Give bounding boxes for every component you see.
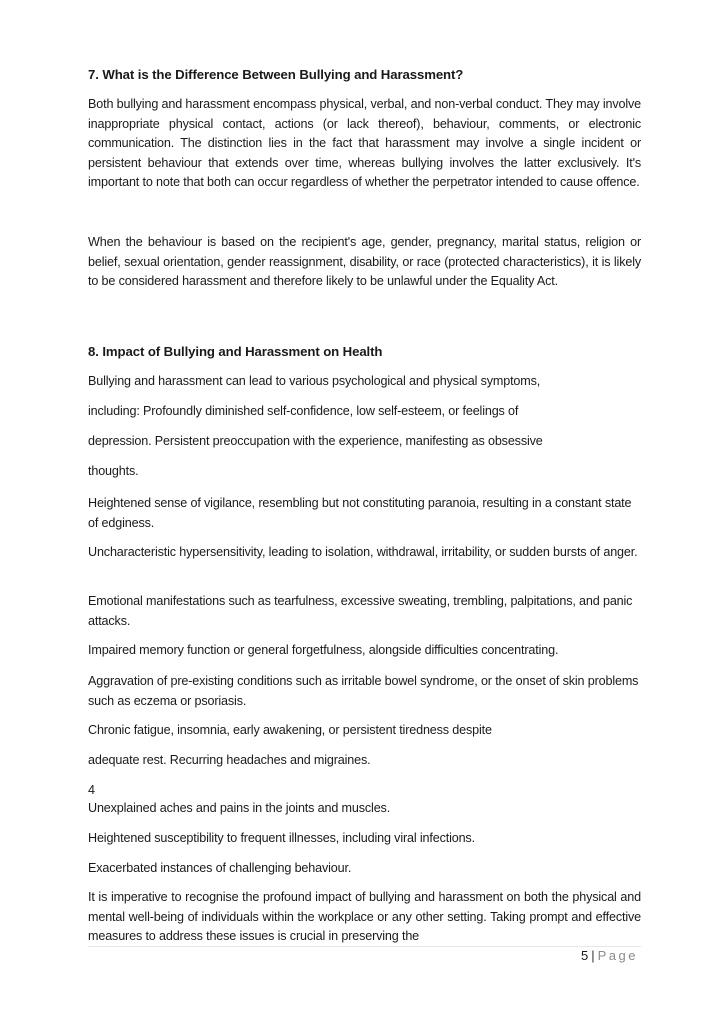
symptom-text: Unexplained aches and pains in the joints and muscles. bbox=[88, 801, 391, 815]
paragraph: When the behaviour is based on the recipient's age, gender, pregnancy, marital status, religion or belief, sexual orientation, gender reassignment, disability, or race (protected characteristics), it is likely to be considered harassment and therefore likely to be unlawful under the Equality Act. bbox=[88, 235, 641, 289]
page-number: 5 bbox=[581, 948, 589, 963]
symptom-item-3 bbox=[88, 592, 641, 631]
intro-line: thoughts. bbox=[88, 464, 139, 478]
symptom-text: Emotional manifestations such as tearfulness, excessive sweating, trembling, palpitations, and panic attacks. bbox=[88, 594, 633, 628]
symptom-item-4 bbox=[88, 641, 641, 661]
symptom-text: Chronic fatigue, insomnia, early awakening, or persistent tiredness despite bbox=[88, 723, 492, 737]
symptom-item-2 bbox=[88, 543, 641, 563]
page-label: Page bbox=[597, 948, 638, 963]
intro-line: depression. Persistent preoccupation with the experience, manifesting as obsessive bbox=[88, 434, 543, 448]
symptom-item-8 bbox=[88, 859, 641, 879]
intro-line-1 bbox=[88, 372, 641, 392]
symptom-text: Uncharacteristic hypersensitivity, leading to isolation, withdrawal, irritability, or sudden bursts of anger. bbox=[88, 545, 638, 559]
symptom-item-6 bbox=[88, 799, 641, 819]
paragraph: It is imperative to recognise the profound impact of bullying and harassment on both the physical and mental well-being of individuals within the workplace or any other setting. Taking prompt and effective measures to address these issues is crucial in preserving the bbox=[88, 890, 641, 944]
symptom-text: Exacerbated instances of challenging behaviour. bbox=[88, 861, 352, 875]
section-7-heading bbox=[88, 66, 641, 84]
section-8-heading bbox=[88, 343, 641, 361]
intro-line-2 bbox=[88, 402, 641, 422]
stray-number: 4 bbox=[88, 783, 95, 797]
symptom-text: Heightened susceptibility to frequent illnesses, including viral infections. bbox=[88, 831, 475, 845]
intro-line-4 bbox=[88, 462, 641, 482]
footer-divider bbox=[88, 946, 641, 947]
symptom-text: Impaired memory function or general forgetfulness, alongside difficulties concentrating. bbox=[88, 643, 559, 657]
heading-7: 7. What is the Difference Between Bullying and Harassment? bbox=[88, 67, 464, 82]
intro-line: including: Profoundly diminished self-confidence, low self-esteem, or feelings of bbox=[88, 404, 519, 418]
symptom-item-1 bbox=[88, 494, 641, 533]
fatigue-line-2 bbox=[88, 751, 641, 771]
intro-line-3 bbox=[88, 432, 641, 452]
page-footer bbox=[581, 948, 638, 963]
section-7-paragraph-2 bbox=[88, 233, 641, 292]
heading-8: 8. Impact of Bullying and Harassment on Health bbox=[88, 344, 383, 359]
intro-line: Bullying and harassment can lead to various psychological and physical symptoms, bbox=[88, 374, 541, 388]
paragraph: Both bullying and harassment encompass physical, verbal, and non-verbal conduct. They may involve inappropriate physical contact, actions (or lack thereof), behaviour, comments, or electronic communication. The distinction lies in the fact that harassment may involve a single incident or persistent behaviour that extends over time, whereas bullying involves the latter exclusively. It's important to note that both can occur regardless of whether the perpetrator intended to cause offence. bbox=[88, 97, 641, 190]
symptom-text: Heightened sense of vigilance, resembling but not constituting paranoia, resulting in a constant state of edginess. bbox=[88, 496, 632, 530]
footer-separator: | bbox=[591, 948, 595, 963]
symptom-text: Aggravation of pre-existing conditions such as irritable bowel syndrome, or the onset of skin problems such as eczema or psoriasis. bbox=[88, 674, 639, 708]
symptom-item-7 bbox=[88, 829, 641, 849]
stray-page-number bbox=[88, 781, 641, 801]
symptom-text: adequate rest. Recurring headaches and migraines. bbox=[88, 753, 371, 767]
section-7-paragraph-1 bbox=[88, 95, 641, 193]
fatigue-line-1 bbox=[88, 721, 641, 741]
closing-paragraph bbox=[88, 888, 641, 947]
symptom-item-5 bbox=[88, 672, 641, 711]
